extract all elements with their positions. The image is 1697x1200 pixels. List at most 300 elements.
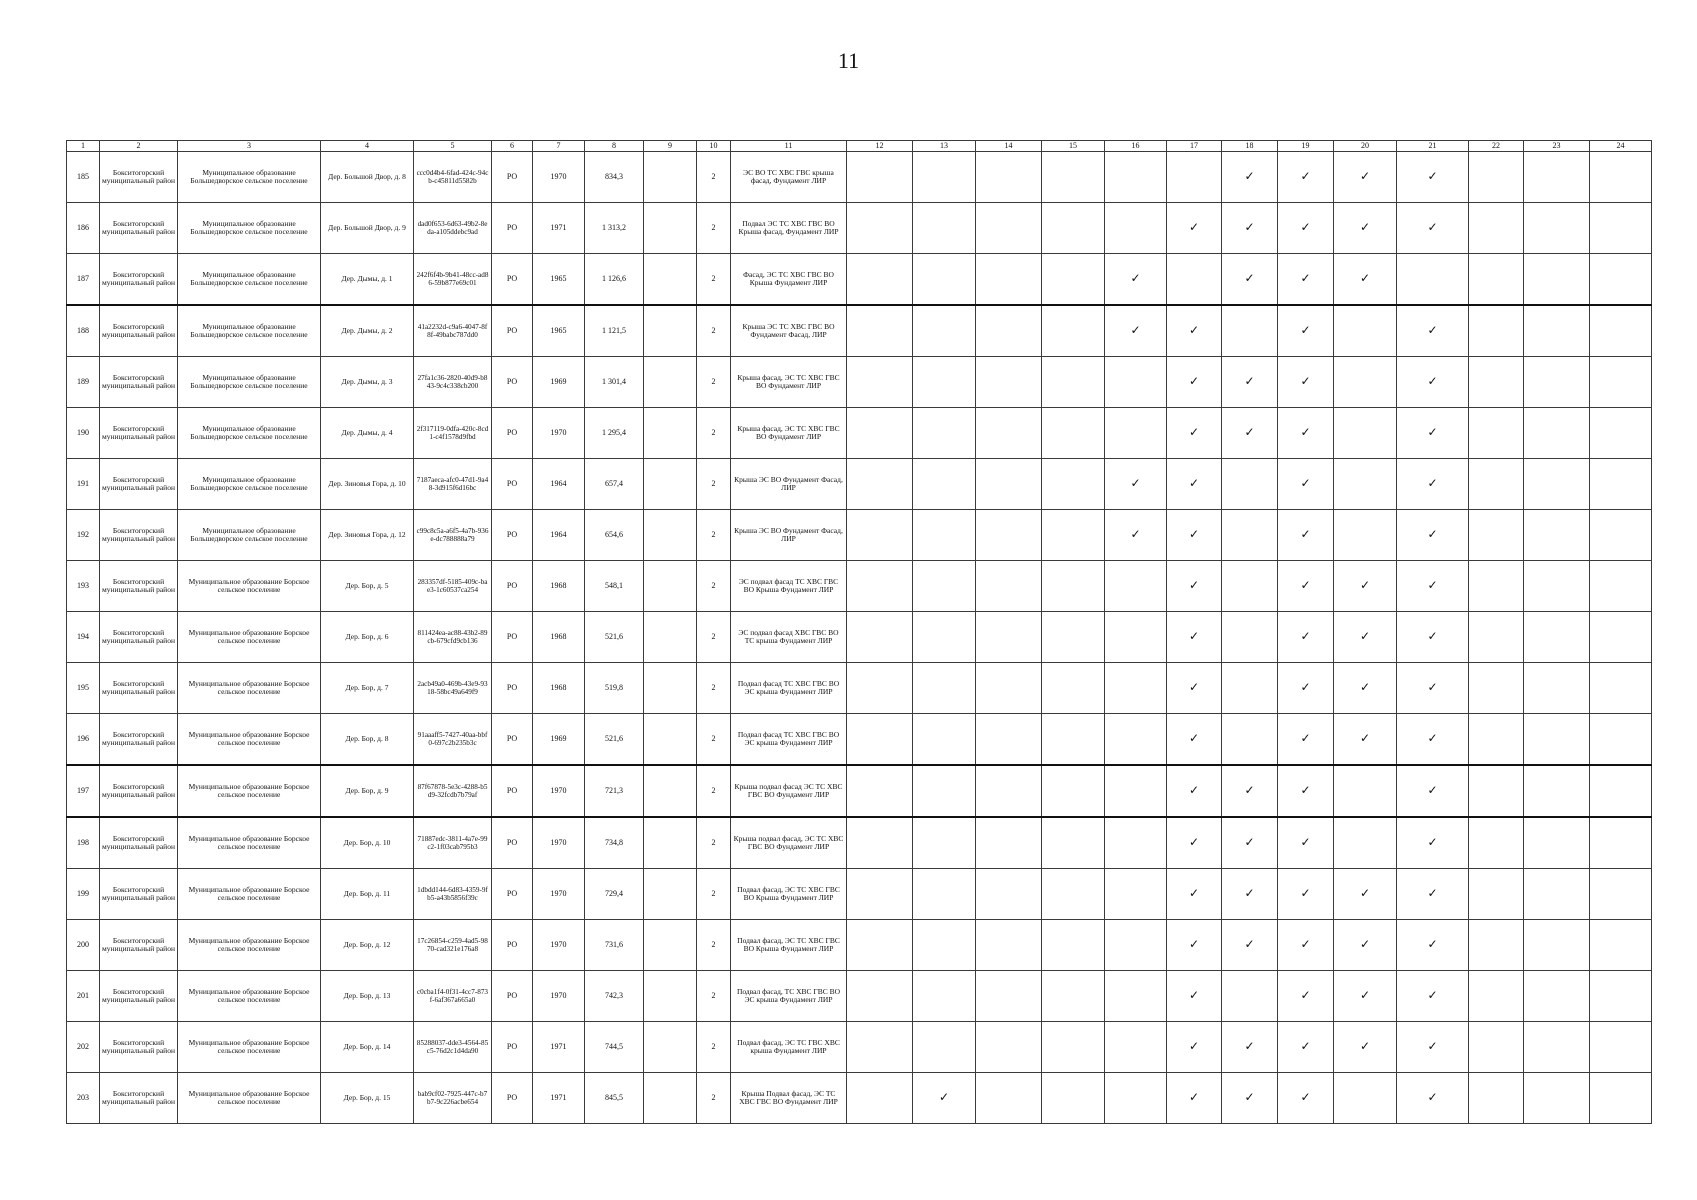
check-mark-icon: ✓ (1188, 680, 1200, 695)
type-cell: РО (492, 1022, 533, 1073)
municipality-cell: Муниципальное образование Борское сельское поселение (178, 714, 321, 766)
check-cell-col-15 (1042, 663, 1105, 714)
check-mark-icon: ✓ (1188, 323, 1200, 338)
column-9-cell (644, 254, 697, 306)
check-cell-col-18 (1222, 971, 1278, 1022)
check-mark-icon: ✓ (1244, 835, 1255, 850)
check-cell-col-20 (1334, 459, 1397, 510)
check-mark-icon: ✓ (1300, 937, 1311, 952)
municipality-cell: Муниципальное образование Борское сельское поселение (178, 817, 321, 869)
district-cell: Бокситогорский муниципальный район (100, 408, 178, 459)
district-cell: Бокситогорский муниципальный район (100, 510, 178, 561)
check-mark-icon: ✓ (1130, 323, 1141, 338)
works-cell: Подвал фасад ТС ХВС ГВС ВО ЭС крыша Фундамент ЛИР (731, 714, 847, 766)
column-9-cell (644, 1073, 697, 1124)
works-cell: Подвал фасад, ЭС ТС ХВС ГВС ВО Крыша Фундамент ЛИР (731, 920, 847, 971)
type-cell: РО (492, 203, 533, 254)
check-cell-col-16 (1105, 1022, 1167, 1073)
check-mark-icon: ✓ (1188, 937, 1200, 952)
check-cell-col-24 (1590, 408, 1652, 459)
area-cell: 519,8 (585, 663, 644, 714)
check-mark-icon: ✓ (1300, 220, 1311, 235)
check-cell-col-22 (1469, 459, 1524, 510)
works-cell: Крыша Подвал фасад, ЭС ТС ХВС ГВС ВО Фундамент ЛИР (731, 1073, 847, 1124)
works-cell: ЭС подвал фасад ТС ХВС ГВС ВО Крыша Фундамент ЛИР (731, 561, 847, 612)
district-cell: Бокситогорский муниципальный район (100, 971, 178, 1022)
year-cell: 1970 (533, 765, 585, 817)
table-row (67, 714, 1652, 766)
row-number: 203 (67, 1073, 100, 1124)
column-number-11: 11 (731, 141, 847, 152)
municipality-cell: Муниципальное образование Большедворское сельское поселение (178, 254, 321, 306)
works-cell: Подвал ЭС ТС ХВС ГВС ВО Крыша фасад, Фундамент ЛИР (731, 203, 847, 254)
check-cell-col-13 (913, 510, 976, 561)
area-cell: 1 121,5 (585, 305, 644, 357)
building-id-cell: dad0f653-6d63-49b2-8eda-a105ddebc9ad (414, 203, 492, 254)
check-cell-col-21 (1397, 971, 1469, 1022)
type-cell: РО (492, 971, 533, 1022)
column-number-6: 6 (492, 141, 533, 152)
check-cell-col-17 (1167, 408, 1222, 459)
check-cell-col-12 (847, 971, 913, 1022)
address-cell: Дер. Бор, д. 9 (321, 765, 414, 817)
check-cell-col-23 (1524, 920, 1590, 971)
check-cell-col-24 (1590, 714, 1652, 766)
building-id-cell: 85288037-dde3-4564-85c5-76d2c1d4da90 (414, 1022, 492, 1073)
type-cell: РО (492, 510, 533, 561)
check-mark-icon: ✓ (1300, 988, 1311, 1003)
check-cell-col-24 (1590, 663, 1652, 714)
check-cell-col-23 (1524, 152, 1590, 203)
municipality-cell: Муниципальное образование Борское сельское поселение (178, 612, 321, 663)
works-cell: Крыша ЭС ВО Фундамент Фасад, ЛИР (731, 459, 847, 510)
check-cell-col-13 (913, 408, 976, 459)
row-number: 185 (67, 152, 100, 203)
area-cell: 521,6 (585, 612, 644, 663)
check-cell-col-24 (1590, 357, 1652, 408)
check-cell-col-20 (1334, 714, 1397, 766)
check-cell-col-19 (1278, 357, 1334, 408)
check-cell-col-21 (1397, 1073, 1469, 1124)
check-cell-col-20 (1334, 254, 1397, 306)
check-cell-col-21 (1397, 305, 1469, 357)
check-mark-icon: ✓ (1130, 527, 1141, 542)
check-cell-col-18 (1222, 869, 1278, 920)
check-cell-col-18 (1222, 459, 1278, 510)
address-cell: Дер. Бор, д. 6 (321, 612, 414, 663)
check-cell-col-19 (1278, 305, 1334, 357)
check-cell-col-17 (1167, 714, 1222, 766)
check-cell-col-21 (1397, 817, 1469, 869)
check-mark-icon: ✓ (1300, 271, 1311, 286)
municipality-cell: Муниципальное образование Борское сельское поселение (178, 1022, 321, 1073)
municipality-cell: Муниципальное образование Борское сельское поселение (178, 663, 321, 714)
check-mark-icon: ✓ (1300, 1039, 1311, 1054)
column-number-17: 17 (1167, 141, 1222, 152)
municipality-cell: Муниципальное образование Борское сельское поселение (178, 971, 321, 1022)
check-cell-col-22 (1469, 971, 1524, 1022)
year-cell: 1971 (533, 1073, 585, 1124)
building-id-cell: 7187aeca-afc0-47d1-9a48-3d915f6d16bc (414, 459, 492, 510)
check-cell-col-12 (847, 920, 913, 971)
row-number: 190 (67, 408, 100, 459)
check-cell-col-22 (1469, 1022, 1524, 1073)
check-cell-col-17 (1167, 765, 1222, 817)
area-cell: 744,5 (585, 1022, 644, 1073)
row-number: 193 (67, 561, 100, 612)
column-10-cell: 2 (697, 920, 731, 971)
check-mark-icon: ✓ (1427, 527, 1438, 542)
check-cell-col-14 (976, 663, 1042, 714)
check-mark-icon: ✓ (1300, 169, 1311, 184)
municipality-cell: Муниципальное образование Большедворское сельское поселение (178, 357, 321, 408)
area-cell: 657,4 (585, 459, 644, 510)
check-cell-col-19 (1278, 663, 1334, 714)
check-cell-col-23 (1524, 714, 1590, 766)
municipality-cell: Муниципальное образование Большедворское сельское поселение (178, 408, 321, 459)
district-cell: Бокситогорский муниципальный район (100, 1022, 178, 1073)
column-number-12: 12 (847, 141, 913, 152)
check-cell-col-13 (913, 357, 976, 408)
address-cell: Дер. Дымы, д. 2 (321, 305, 414, 357)
area-cell: 731,6 (585, 920, 644, 971)
check-cell-col-14 (976, 459, 1042, 510)
building-id-cell: 811424ea-ac88-43b2-89cb-679cfd9cb136 (414, 612, 492, 663)
check-cell-col-24 (1590, 561, 1652, 612)
check-cell-col-13 (913, 869, 976, 920)
check-cell-col-15 (1042, 765, 1105, 817)
works-cell: Крыша фасад, ЭС ТС ХВС ГВС ВО Фундамент ЛИР (731, 408, 847, 459)
check-cell-col-15 (1042, 1022, 1105, 1073)
column-10-cell: 2 (697, 459, 731, 510)
municipality-cell: Муниципальное образование Борское сельское поселение (178, 561, 321, 612)
check-cell-col-22 (1469, 1073, 1524, 1124)
building-id-cell: 2acb49a0-469b-43e9-9318-58bc49a649f9 (414, 663, 492, 714)
check-cell-col-14 (976, 203, 1042, 254)
building-id-cell: 41a2232d-c9a6-4047-8f8f-49babc787dd0 (414, 305, 492, 357)
year-cell: 1970 (533, 920, 585, 971)
column-10-cell: 2 (697, 714, 731, 766)
address-cell: Дер. Бор, д. 8 (321, 714, 414, 766)
type-cell: РО (492, 869, 533, 920)
check-cell-col-16 (1105, 1073, 1167, 1124)
works-cell: Подвал фасад, ЭС ТС ГВС ХВС крыша Фундамент ЛИР (731, 1022, 847, 1073)
address-cell: Дер. Бор, д. 10 (321, 817, 414, 869)
check-cell-col-14 (976, 920, 1042, 971)
check-cell-col-20 (1334, 1022, 1397, 1073)
check-cell-col-18 (1222, 1022, 1278, 1073)
row-number: 195 (67, 663, 100, 714)
row-number: 198 (67, 817, 100, 869)
check-cell-col-13 (913, 459, 976, 510)
check-cell-col-19 (1278, 459, 1334, 510)
check-cell-col-22 (1469, 920, 1524, 971)
check-cell-col-16 (1105, 920, 1167, 971)
check-cell-col-22 (1469, 765, 1524, 817)
check-cell-col-17 (1167, 869, 1222, 920)
check-mark-icon: ✓ (1188, 731, 1200, 746)
check-cell-col-16 (1105, 459, 1167, 510)
district-cell: Бокситогорский муниципальный район (100, 765, 178, 817)
column-number-3: 3 (178, 141, 321, 152)
check-cell-col-21 (1397, 357, 1469, 408)
check-cell-col-12 (847, 459, 913, 510)
check-mark-icon: ✓ (1244, 937, 1255, 952)
check-cell-col-14 (976, 869, 1042, 920)
check-cell-col-20 (1334, 510, 1397, 561)
check-mark-icon: ✓ (1130, 271, 1141, 286)
check-cell-col-20 (1334, 203, 1397, 254)
check-cell-col-24 (1590, 152, 1652, 203)
check-mark-icon: ✓ (1244, 374, 1255, 389)
building-id-cell: 27fa1c36-2820-40d9-b843-9c4c338cb200 (414, 357, 492, 408)
check-cell-col-20 (1334, 1073, 1397, 1124)
check-cell-col-14 (976, 612, 1042, 663)
check-cell-col-23 (1524, 869, 1590, 920)
check-cell-col-15 (1042, 203, 1105, 254)
check-cell-col-24 (1590, 869, 1652, 920)
building-id-cell: 242f6f4b-9b41-48cc-ad86-59b877e69c01 (414, 254, 492, 306)
check-mark-icon: ✓ (1188, 988, 1200, 1003)
district-cell: Бокситогорский муниципальный район (100, 663, 178, 714)
check-mark-icon: ✓ (1188, 220, 1200, 235)
check-cell-col-13 (913, 203, 976, 254)
check-mark-icon: ✓ (1188, 1090, 1200, 1105)
year-cell: 1968 (533, 663, 585, 714)
building-id-cell: c99c8c5a-a6f5-4a7b-936e-dc788888a79 (414, 510, 492, 561)
check-cell-col-13 (913, 765, 976, 817)
check-cell-col-12 (847, 561, 913, 612)
check-cell-col-17 (1167, 612, 1222, 663)
check-mark-icon: ✓ (1188, 425, 1200, 440)
check-cell-col-15 (1042, 612, 1105, 663)
year-cell: 1968 (533, 612, 585, 663)
check-cell-col-13 (913, 305, 976, 357)
column-number-row (67, 141, 1652, 152)
check-cell-col-19 (1278, 1073, 1334, 1124)
address-cell: Дер. Бор, д. 7 (321, 663, 414, 714)
check-cell-col-13 (913, 663, 976, 714)
works-cell: Подвал фасад, ТС ХВС ГВС ВО ЭС крыша Фундамент ЛИР (731, 971, 847, 1022)
check-mark-icon: ✓ (1188, 835, 1200, 850)
check-cell-col-13 (913, 817, 976, 869)
check-cell-col-13 (913, 971, 976, 1022)
building-id-cell: 87f67878-5e3c-4288-b5d9-32fcdb7b79af (414, 765, 492, 817)
column-number-9: 9 (644, 141, 697, 152)
check-cell-col-23 (1524, 254, 1590, 306)
column-9-cell (644, 408, 697, 459)
check-cell-col-21 (1397, 152, 1469, 203)
year-cell: 1970 (533, 971, 585, 1022)
column-number-22: 22 (1469, 141, 1524, 152)
address-cell: Дер. Дымы, д. 4 (321, 408, 414, 459)
check-mark-icon: ✓ (1359, 886, 1371, 901)
check-cell-col-14 (976, 305, 1042, 357)
check-mark-icon: ✓ (1359, 629, 1371, 644)
column-number-1: 1 (67, 141, 100, 152)
check-mark-icon: ✓ (1244, 1090, 1255, 1105)
check-cell-col-12 (847, 203, 913, 254)
check-mark-icon: ✓ (1427, 374, 1438, 389)
column-number-21: 21 (1397, 141, 1469, 152)
type-cell: РО (492, 254, 533, 306)
check-cell-col-15 (1042, 357, 1105, 408)
check-mark-icon: ✓ (1300, 731, 1311, 746)
district-cell: Бокситогорский муниципальный район (100, 254, 178, 306)
check-cell-col-24 (1590, 203, 1652, 254)
check-mark-icon: ✓ (1427, 1039, 1438, 1054)
check-cell-col-12 (847, 817, 913, 869)
table-row (67, 561, 1652, 612)
page-number: 11 (837, 48, 860, 73)
column-9-cell (644, 920, 697, 971)
check-cell-col-23 (1524, 357, 1590, 408)
check-cell-col-21 (1397, 714, 1469, 766)
table-row (67, 510, 1652, 561)
column-10-cell: 2 (697, 357, 731, 408)
column-9-cell (644, 612, 697, 663)
check-mark-icon: ✓ (1359, 731, 1371, 746)
column-10-cell: 2 (697, 817, 731, 869)
row-number: 189 (67, 357, 100, 408)
check-cell-col-15 (1042, 920, 1105, 971)
area-cell: 1 126,6 (585, 254, 644, 306)
table-row (67, 663, 1652, 714)
check-cell-col-21 (1397, 869, 1469, 920)
check-cell-col-24 (1590, 1073, 1652, 1124)
year-cell: 1970 (533, 817, 585, 869)
check-cell-col-20 (1334, 920, 1397, 971)
district-cell: Бокситогорский муниципальный район (100, 714, 178, 766)
check-cell-col-18 (1222, 765, 1278, 817)
check-cell-col-14 (976, 408, 1042, 459)
check-cell-col-16 (1105, 971, 1167, 1022)
check-mark-icon: ✓ (1300, 323, 1311, 338)
check-cell-col-20 (1334, 612, 1397, 663)
year-cell: 1970 (533, 408, 585, 459)
check-cell-col-19 (1278, 408, 1334, 459)
row-number: 200 (67, 920, 100, 971)
check-cell-col-18 (1222, 920, 1278, 971)
district-cell: Бокситогорский муниципальный район (100, 305, 178, 357)
column-number-8: 8 (585, 141, 644, 152)
check-cell-col-13 (913, 1073, 976, 1124)
table-row (67, 920, 1652, 971)
works-cell: ЭС подвал фасад ХВС ГВС ВО ТС крыша Фундамент ЛИР (731, 612, 847, 663)
check-cell-col-17 (1167, 510, 1222, 561)
check-cell-col-18 (1222, 817, 1278, 869)
check-cell-col-20 (1334, 305, 1397, 357)
year-cell: 1970 (533, 869, 585, 920)
check-cell-col-16 (1105, 305, 1167, 357)
check-cell-col-17 (1167, 152, 1222, 203)
check-cell-col-17 (1167, 1073, 1222, 1124)
check-cell-col-20 (1334, 152, 1397, 203)
check-cell-col-18 (1222, 612, 1278, 663)
column-10-cell: 2 (697, 305, 731, 357)
type-cell: РО (492, 408, 533, 459)
check-mark-icon: ✓ (1427, 1090, 1438, 1105)
check-mark-icon: ✓ (1359, 680, 1371, 695)
check-mark-icon: ✓ (1188, 476, 1200, 491)
check-cell-col-13 (913, 254, 976, 306)
building-id-cell: c0cba1f4-0f31-4cc7-873f-6af367a665a0 (414, 971, 492, 1022)
check-cell-col-24 (1590, 254, 1652, 306)
check-cell-col-15 (1042, 1073, 1105, 1124)
column-number-7: 7 (533, 141, 585, 152)
district-cell: Бокситогорский муниципальный район (100, 561, 178, 612)
address-cell: Дер. Бор, д. 15 (321, 1073, 414, 1124)
check-cell-col-17 (1167, 254, 1222, 306)
check-mark-icon: ✓ (1427, 629, 1438, 644)
check-cell-col-16 (1105, 714, 1167, 766)
check-cell-col-22 (1469, 510, 1524, 561)
check-cell-col-13 (913, 714, 976, 766)
check-cell-col-15 (1042, 714, 1105, 766)
area-cell: 742,3 (585, 971, 644, 1022)
building-id-cell: bab9cf02-7925-447c-b7b7-9c226acbe654 (414, 1073, 492, 1124)
municipality-cell: Муниципальное образование Борское сельское поселение (178, 765, 321, 817)
check-mark-icon: ✓ (1427, 731, 1438, 746)
check-cell-col-14 (976, 510, 1042, 561)
check-mark-icon: ✓ (1427, 937, 1438, 952)
column-9-cell (644, 714, 697, 766)
municipality-cell: Муниципальное образование Большедворское сельское поселение (178, 305, 321, 357)
check-cell-col-21 (1397, 1022, 1469, 1073)
column-number-10: 10 (697, 141, 731, 152)
check-cell-col-24 (1590, 920, 1652, 971)
check-cell-col-18 (1222, 663, 1278, 714)
check-cell-col-19 (1278, 203, 1334, 254)
district-cell: Бокситогорский муниципальный район (100, 203, 178, 254)
check-cell-col-19 (1278, 254, 1334, 306)
district-cell: Бокситогорский муниципальный район (100, 869, 178, 920)
column-9-cell (644, 510, 697, 561)
check-cell-col-12 (847, 714, 913, 766)
check-cell-col-23 (1524, 971, 1590, 1022)
address-cell: Дер. Зиновья Гора, д. 10 (321, 459, 414, 510)
table-row (67, 817, 1652, 869)
check-cell-col-23 (1524, 561, 1590, 612)
check-cell-col-15 (1042, 971, 1105, 1022)
address-cell: Дер. Бор, д. 14 (321, 1022, 414, 1073)
check-cell-col-17 (1167, 305, 1222, 357)
check-cell-col-21 (1397, 765, 1469, 817)
type-cell: РО (492, 817, 533, 869)
check-cell-col-12 (847, 612, 913, 663)
check-cell-col-22 (1469, 869, 1524, 920)
works-cell: Крыша ЭС ТС ХВС ГВС ВО Фундамент Фасад, ЛИР (731, 305, 847, 357)
address-cell: Дер. Дымы, д. 3 (321, 357, 414, 408)
check-cell-col-12 (847, 765, 913, 817)
column-number-13: 13 (913, 141, 976, 152)
type-cell: РО (492, 305, 533, 357)
type-cell: РО (492, 612, 533, 663)
check-mark-icon: ✓ (1244, 220, 1255, 235)
check-cell-col-14 (976, 971, 1042, 1022)
year-cell: 1964 (533, 510, 585, 561)
check-cell-col-12 (847, 1022, 913, 1073)
works-cell: Подвал фасад ТС ХВС ГВС ВО ЭС крыша Фундамент ЛИР (731, 663, 847, 714)
check-cell-col-19 (1278, 714, 1334, 766)
check-cell-col-17 (1167, 203, 1222, 254)
type-cell: РО (492, 152, 533, 203)
check-cell-col-14 (976, 152, 1042, 203)
check-cell-col-17 (1167, 459, 1222, 510)
row-number: 192 (67, 510, 100, 561)
check-cell-col-17 (1167, 971, 1222, 1022)
check-cell-col-23 (1524, 817, 1590, 869)
